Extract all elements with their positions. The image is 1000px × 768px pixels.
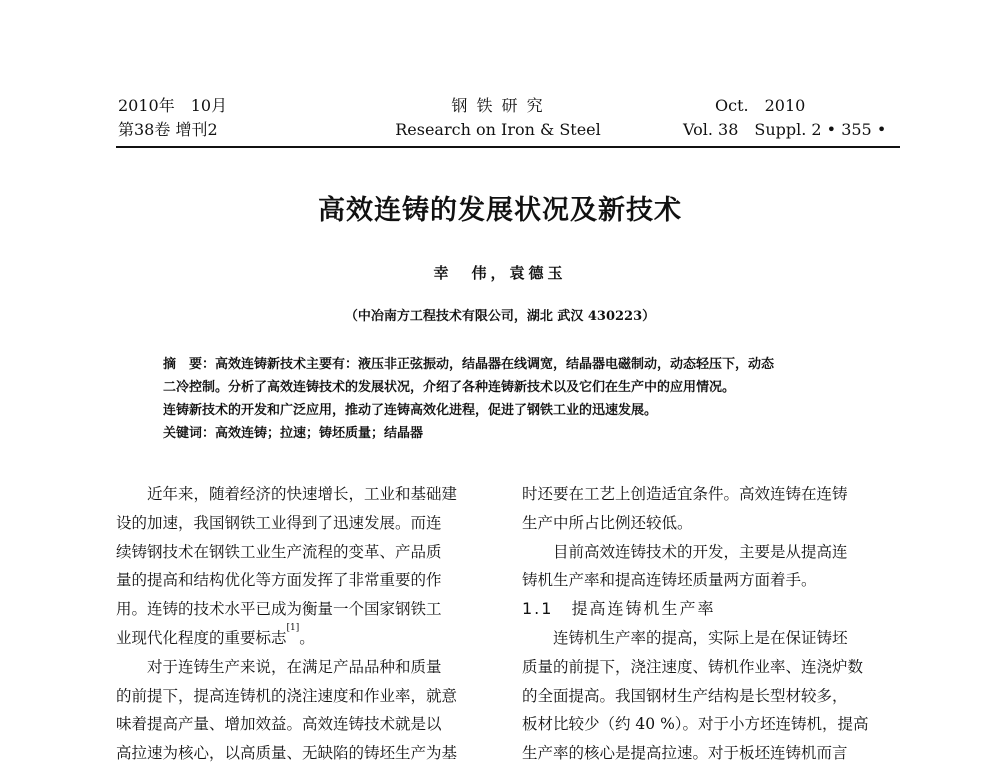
body-line-with-citation: [116, 624, 490, 653]
journal-name-cn: 钢 铁 研 究: [451, 96, 545, 115]
body-column-left: [116, 480, 490, 768]
abstract-line: 连铸新技术的开发和广泛应用，推动了连铸高效化进程，促进了钢铁工业的迅速发展。: [163, 403, 658, 418]
body-line: 味着提高产量、增加效益。高效连铸技术就是以: [116, 715, 442, 734]
keywords-line: 关键词：高效连铸；拉速；铸坯质量；结晶器: [163, 426, 424, 441]
section-heading: 1.1 提高连铸机生产率: [522, 599, 716, 619]
citation-ref: [1]: [286, 622, 300, 633]
body-line: 时还要在工艺上创造适宜条件。高效连铸在连铸: [522, 485, 848, 503]
body-line: 用。连铸的技术水平已成为衡量一个国家钢铁工: [116, 600, 442, 619]
abstract-line: 二冷控制。分析了高效连铸技术的发展状况，介绍了各种连铸新技术以及它们在生产中的应用情况。: [163, 380, 736, 395]
header-volume-page: Vol. 38 Suppl. 2 • 355 •: [683, 120, 887, 139]
header-center: [380, 96, 616, 144]
header-date: 2010年 10月: [118, 96, 228, 115]
journal-name-en: Research on Iron & Steel: [395, 120, 601, 139]
body-line: 的前提下，提高连铸机的浇注速度和作业率，就意: [116, 686, 458, 705]
header-date-en: Oct. 2010: [715, 96, 806, 115]
body-line: 高拉速为核心，以高质量、无缺陷的铸坯生产为基: [116, 744, 458, 763]
body-line: 生产中所占比例还较低。: [522, 513, 693, 532]
body-line: 连铸机生产率的提高，实际上是在保证铸坯: [553, 628, 848, 647]
body-line: 目前高效连铸技术的开发，主要是从提高连: [553, 542, 848, 561]
body-column-right: [522, 480, 896, 768]
body-line: 对于连铸生产来说，在满足产品品种和质量: [147, 657, 442, 676]
body-line: 的全面提高。我国钢材生产结构是长型材较多，: [522, 686, 848, 705]
body-line-text: 业现代化程度的重要标志: [116, 628, 287, 647]
header-rule: [116, 146, 900, 148]
abstract-line: 摘 要：高效连铸新技术主要有：液压非正弦振动，结晶器在线调宽，结晶器电磁制动，动态轻压下，动态: [163, 357, 775, 372]
body-line: 近年来，随着经济的快速增长，工业和基础建: [147, 485, 458, 503]
header-right: [683, 96, 886, 144]
body-line-end: 。: [299, 628, 315, 647]
body-line: 质量的前提下，浇注速度、铸机作业率、连浇炉数: [522, 657, 864, 676]
body-line: 板材比较少（约 40 %）。对于小方坯连铸机，提高: [522, 715, 869, 734]
authors: 幸 伟，袁德玉: [433, 264, 567, 282]
body-line: 设的加速，我国钢铁工业得到了迅速发展。而连: [116, 513, 442, 532]
body-line: 量的提高和结构优化等方面发挥了非常重要的作: [116, 571, 442, 590]
header-left: [118, 96, 227, 144]
body-line: 续铸钢技术在钢铁工业生产流程的变革、产品质: [116, 542, 442, 561]
body-line: 生产率的核心是提高拉速。对于板坯连铸机而言: [522, 744, 848, 763]
affiliation: （中冶南方工程技术有限公司，湖北 武汉 430223）: [344, 309, 656, 324]
header-volume: 第38卷 增刊2: [118, 120, 218, 139]
paper-title: 高效连铸的发展状况及新技术: [318, 195, 682, 226]
abstract: [163, 353, 883, 445]
body-line: 铸机生产率和提高连铸坯质量两方面着手。: [522, 571, 817, 590]
